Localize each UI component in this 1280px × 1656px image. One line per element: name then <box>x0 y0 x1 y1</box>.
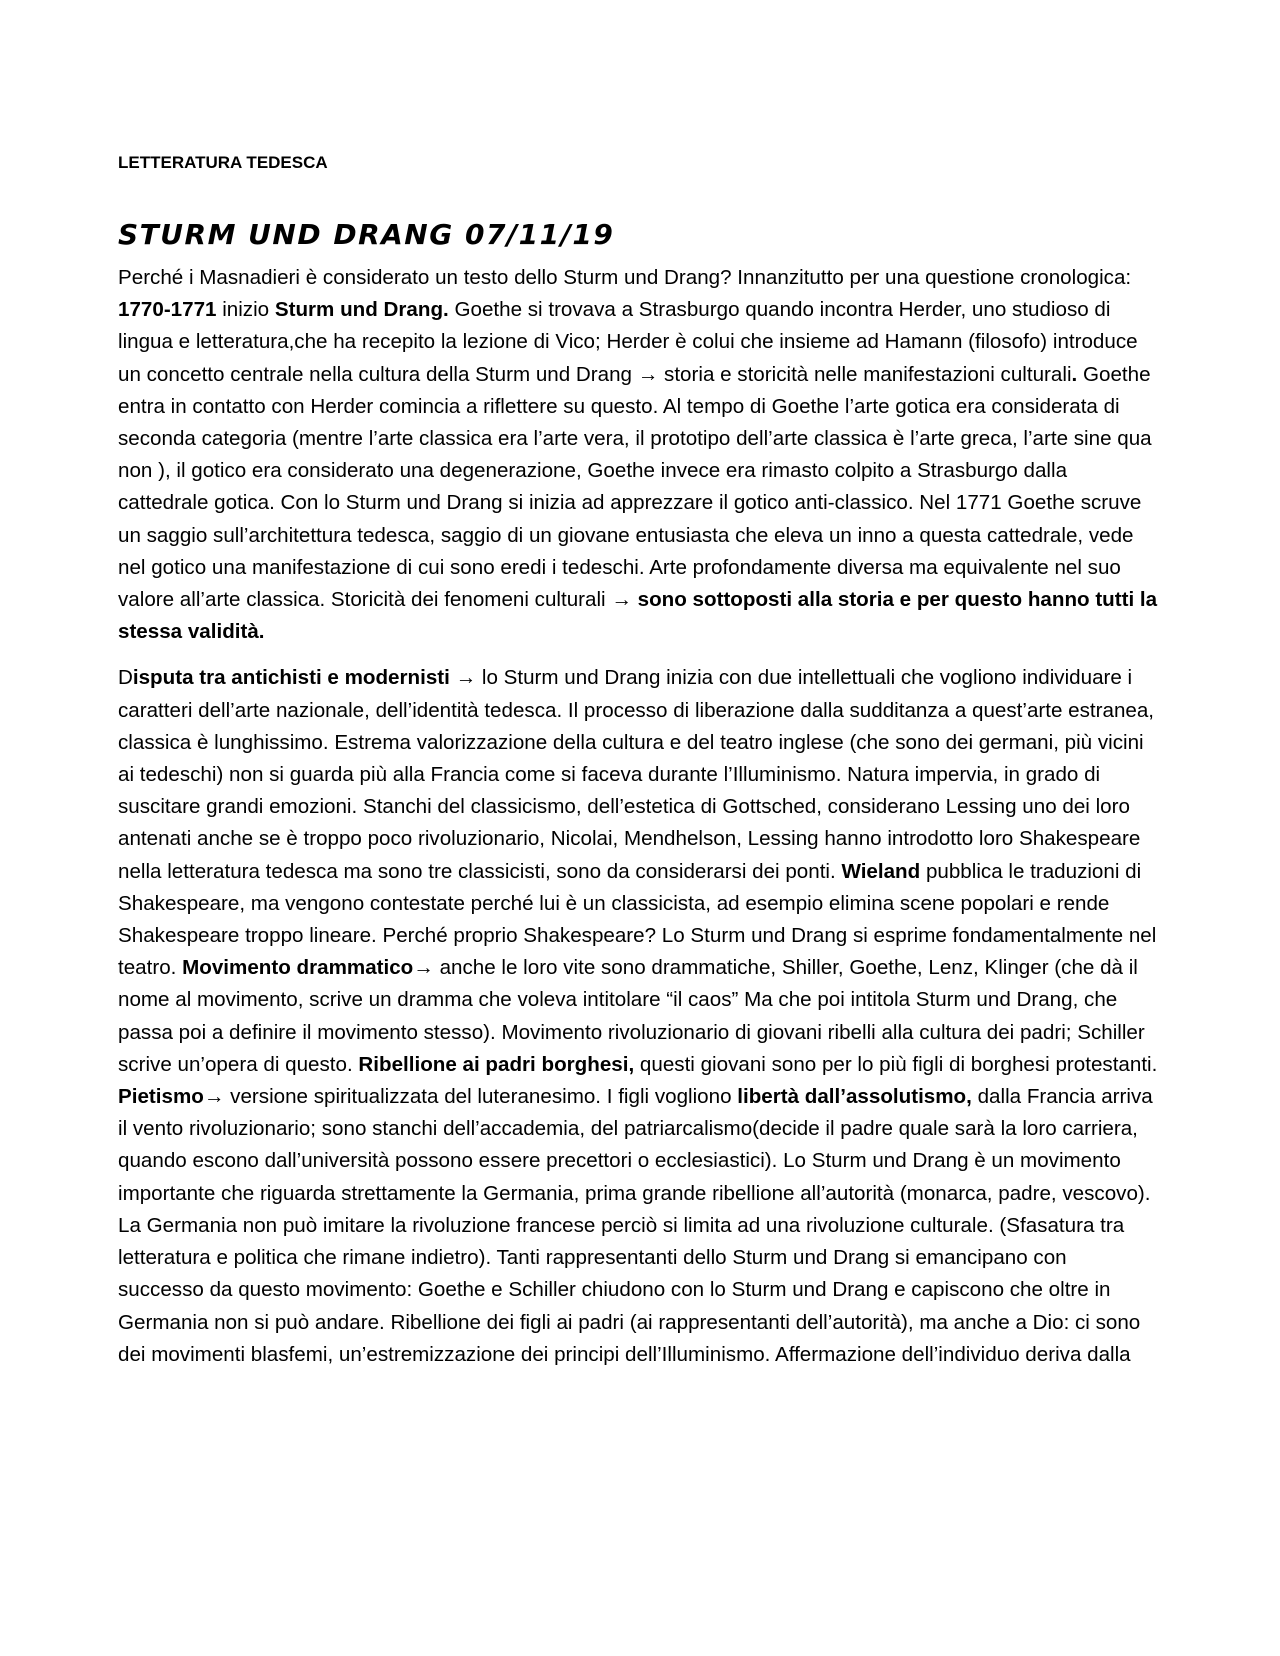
text-run: dalla Francia arriva il vento rivoluzionario; sono stanchi dell’accademia, del patriarcalismo(decide il padre quale sarà la loro carriera, quando escono dall’università possono essere precettori o ecclesiastici). Lo Sturm und Drang è un movimento importante che riguarda strettamente la Germania, prima grande ribellione all’autorità (monarca, padre, vescovo). La Germania non può imitare la rivoluzione francese perciò si limita ad una rivoluzione culturale. (Sfasatura tra letteratura e politica che rimane indietro). Tanti rappresentanti dello Sturm und Drang si emancipano con successo da questo movimento: Goethe e Schiller chiudono con lo Sturm und Drang e capiscono che oltre in Germania non si può andare. Ribellione dei figli ai padri (ai rappresentanti dell’autorità), ma anche a Dio: ci sono dei movimenti blasfemi, un’estremizzazione dei principi dell’Illuminismo. Affermazione dell’individuo deriva dalla <box>118 1085 1153 1366</box>
document-body <box>118 262 1158 1371</box>
text-run: questi giovani sono per lo più figli di borghesi protestanti. <box>634 1052 1158 1076</box>
paragraph-2 <box>118 662 1158 1370</box>
bold-text-run: Sturm und Drang. <box>274 298 449 322</box>
text-run: lo Sturm und Drang inizia con due intellettuali che vogliono individuare i caratteri dell’arte nazionale, dell’identità tedesca. Il processo di liberazione dalla sudditanza a quest’arte estranea, classica è lunghissimo. Estrema valorizzazione della cultura e del teatro inglese (che sono dei germani, più vicini ai tedeschi) non si guarda più alla Francia come si faceva durante l’Illuminismo. Natura impervia, in grado di suscitare grandi emozioni. Stanchi del classicismo, dell’estetica di Gottsched, considerano Lessing uno dei loro antenati anche se è troppo poco rivoluzionario, Nicolai, Mendhelson, Lessing hanno introdotto loro Shakespeare nella letteratura tedesca ma sono tre classicisti, sono da considerarsi dei ponti. <box>118 666 1155 883</box>
bold-text-run: sono sottoposti alla storia e per questo hanno tutti la stessa validità. <box>118 588 1158 644</box>
bold-text-run: Ribellione ai padri borghesi, <box>358 1052 635 1076</box>
text-run: Goethe si trovava a Strasburgo quando incontra Herder, uno studioso di lingua e letteratura,che ha recepito la lezione di Vico; Herder è colui che insieme ad Hamann (filosofo) introduce un concetto centrale nella cultura della Sturm und Drang → storia e storicità nelle manifestazioni culturali <box>118 298 1138 386</box>
text-run: Goethe entra in contatto con Herder comincia a riflettere su questo. Al tempo di Goethe l’arte gotica era considerata di seconda categoria (mentre l’arte classica era l’arte vera, il prototipo dell’arte classica è l’arte greca, l’arte sine qua non ), il gotico era considerato una degenerazione, Goethe invece era rimasto colpito a Strasburgo dalla cattedrale gotica. Con lo Sturm und Drang si inizia ad apprezzare il gotico anti-classico. Nel 1771 Goethe scruve un saggio sull’architettura tedesca, saggio di un giovane entusiasta che eleva un inno a questa cattedrale, vede nel gotico una manifestazione di cui sono eredi i tedeschi. Arte profondamente diversa ma equivalente nel suo valore all’arte classica. Storicità dei fenomeni culturali → <box>118 362 1152 612</box>
bold-text-run: Pietismo→ <box>118 1085 225 1109</box>
text-run: pubblica le traduzioni di Shakespeare, ma vengono contestate perché lui è un classicista, ad esempio elimina scene popolari e rende Shakespeare troppo lineare. Perché proprio Shakespeare? Lo Sturm und Drang si esprime fondamentalmente nel teatro. <box>118 859 1157 980</box>
text-run: inizio <box>216 298 275 322</box>
bold-text-run: Wieland <box>841 859 921 883</box>
document-title: STURM UND DRANG 07/11/19 <box>118 218 615 251</box>
bold-text-run: libertà dall’assolutismo, <box>737 1085 972 1109</box>
document-header: LETTERATURA TEDESCA <box>118 153 328 172</box>
text-run: versione spiritualizzata del luteranesimo. I figli vogliono <box>224 1085 738 1109</box>
paragraph-1 <box>118 262 1158 648</box>
text-run: anche le loro vite sono drammatiche, Shiller, Goethe, Lenz, Klinger (che dà il nome al movimento, scrive un dramma che voleva intitolare “il caos” Ma che poi intitola Sturm und Drang, che passa poi a definire il movimento stesso). Movimento rivoluzionario di giovani ribelli alla cultura dei padri; Schiller scrive un’opera di questo. <box>118 956 1145 1076</box>
bold-text-run: 1770-1771 <box>118 298 217 322</box>
text-run: Perché i Masnadieri è considerato un testo dello Sturm und Drang? Innanzitutto per una questione cronologica: <box>118 266 1132 289</box>
bold-text-run: . <box>1071 362 1078 386</box>
text-run: D <box>118 666 133 690</box>
bold-text-run: isputa tra antichisti e modernisti → <box>132 666 477 690</box>
bold-text-run: Movimento drammatico→ <box>182 956 434 980</box>
